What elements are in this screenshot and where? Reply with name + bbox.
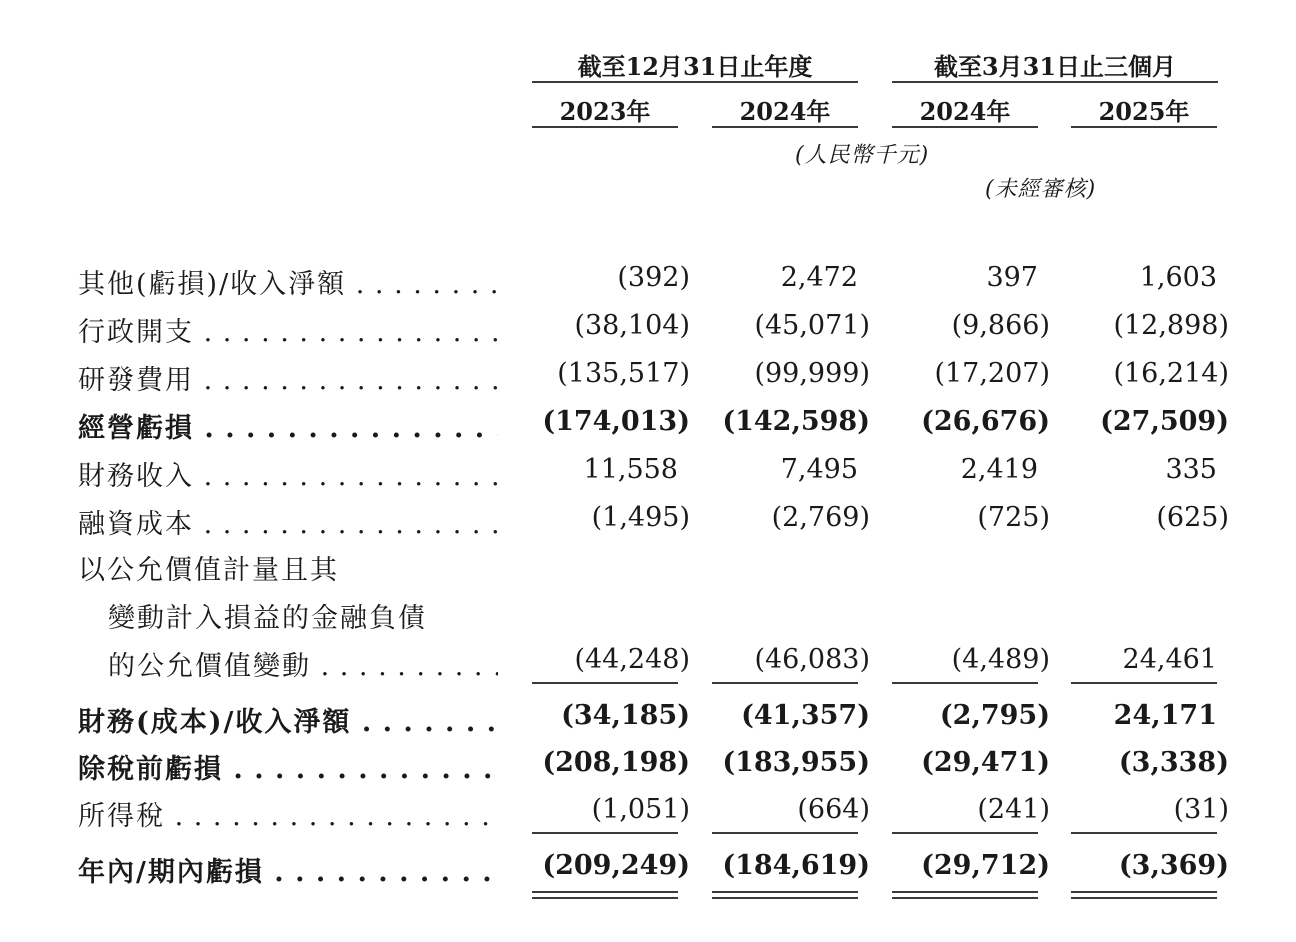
cell-2024: (99,999) [754, 358, 870, 389]
cell-2025-q: (3,369) [1118, 850, 1229, 881]
cell-2025-q: (16,214) [1113, 358, 1229, 389]
period-header-quarterly: 截至3月31日止三個月 [933, 52, 1177, 81]
cell-2024-q: (29,712) [921, 850, 1050, 881]
subtotal-rule [1071, 832, 1217, 834]
total-double-rule [1071, 891, 1217, 893]
cell-2024: (183,955) [722, 747, 870, 778]
year-underline [712, 126, 858, 128]
cell-2025-q: (625) [1156, 502, 1229, 533]
subtotal-rule [1071, 682, 1217, 684]
subtotal-rule [892, 682, 1038, 684]
cell-2025-q: 335 [1165, 454, 1217, 485]
period-header-annual: 截至12月31日止年度 [577, 52, 813, 81]
cell-2024-q: (29,471) [921, 747, 1050, 778]
row-label-finance-net: 財務(成本)/收入淨額 . . . [78, 700, 498, 739]
cell-2024: (45,071) [754, 310, 870, 341]
cell-2024: (184,619) [722, 850, 870, 881]
cell-2024: (142,598) [722, 406, 870, 437]
period-underline-annual [532, 81, 858, 83]
cell-2023: (1,051) [591, 794, 690, 825]
cell-2024-q: (725) [977, 502, 1050, 533]
cell-2023: 11,558 [583, 454, 678, 485]
row-label-fvtpl-line2: 變動計入損益的金融負債 [108, 603, 427, 634]
year-header-2024-q: 2024年 [919, 97, 1011, 126]
cell-2024-q: (4,489) [951, 644, 1050, 675]
cell-2025-q: 24,171 [1113, 700, 1217, 731]
row-label-operating-loss: 經營虧損 . . . [78, 406, 498, 445]
row-label-fvtpl-line1: 以公允價值計量且其 [78, 555, 339, 586]
cell-2024: (41,357) [741, 700, 870, 731]
cell-2025-q: (31) [1173, 794, 1229, 825]
cell-2024-q: (241) [977, 794, 1050, 825]
total-double-rule [1071, 897, 1217, 899]
cell-2025-q: (12,898) [1113, 310, 1229, 341]
cell-2024-q: (2,795) [939, 700, 1050, 731]
row-label-fvtpl-line3: 的公允價值變動 . . . [108, 644, 498, 683]
cell-2023: (209,249) [542, 850, 690, 881]
cell-2024: (46,083) [754, 644, 870, 675]
cell-2025-q: 1,603 [1139, 262, 1217, 293]
cell-2024-q: (17,207) [934, 358, 1050, 389]
total-double-rule [712, 891, 858, 893]
row-label-finance-costs: 融資成本 . . . [78, 502, 498, 541]
subtotal-rule [532, 832, 678, 834]
year-underline [1071, 126, 1217, 128]
cell-2024-q: (26,676) [921, 406, 1050, 437]
cell-2023: (44,248) [574, 644, 690, 675]
cell-2023: (392) [617, 262, 690, 293]
cell-2024: 7,495 [780, 454, 858, 485]
cell-2025-q: (27,509) [1100, 406, 1229, 437]
cell-2023: (135,517) [557, 358, 690, 389]
cell-2025-q: (3,338) [1118, 747, 1229, 778]
cell-2024: (2,769) [771, 502, 870, 533]
unaudited-note: (未經審核) [985, 177, 1097, 202]
total-double-rule [892, 891, 1038, 893]
row-label-rd-expenses: 研發費用 . . . [78, 358, 498, 397]
row-label-income-tax: 所得稅 . . . [78, 794, 498, 833]
year-underline [892, 126, 1038, 128]
cell-2024-q: 2,419 [960, 454, 1038, 485]
row-label-loss-for-period: 年內/期內虧損 . . . [78, 850, 498, 889]
total-double-rule [892, 897, 1038, 899]
cell-2024: 2,472 [780, 262, 858, 293]
cell-2024-q: (9,866) [951, 310, 1050, 341]
year-header-2025-q: 2025年 [1098, 97, 1190, 126]
total-double-rule [532, 891, 678, 893]
subtotal-rule [712, 832, 858, 834]
period-underline-quarterly [892, 81, 1218, 83]
subtotal-rule [892, 832, 1038, 834]
subtotal-rule [532, 682, 678, 684]
cell-2023: (38,104) [574, 310, 690, 341]
year-underline [532, 126, 678, 128]
row-label-loss-before-tax: 除稅前虧損 . . . [78, 747, 498, 786]
cell-2023: (34,185) [561, 700, 690, 731]
currency-note: (人民幣千元) [795, 143, 930, 168]
year-header-2024: 2024年 [739, 97, 831, 126]
cell-2025-q: 24,461 [1122, 644, 1217, 675]
total-double-rule [532, 897, 678, 899]
year-header-2023: 2023年 [559, 97, 651, 126]
row-label-finance-income: 財務收入 . . . [78, 454, 498, 493]
subtotal-rule [712, 682, 858, 684]
cell-2023: (208,198) [542, 747, 690, 778]
row-label-other-net: 其他(虧損)/收入淨額 . . . [78, 262, 498, 301]
cell-2023: (1,495) [591, 502, 690, 533]
row-label-admin-expenses: 行政開支 . . . [78, 310, 498, 349]
cell-2023: (174,013) [542, 406, 690, 437]
cell-2024-q: 397 [986, 262, 1038, 293]
cell-2024: (664) [797, 794, 870, 825]
total-double-rule [712, 897, 858, 899]
